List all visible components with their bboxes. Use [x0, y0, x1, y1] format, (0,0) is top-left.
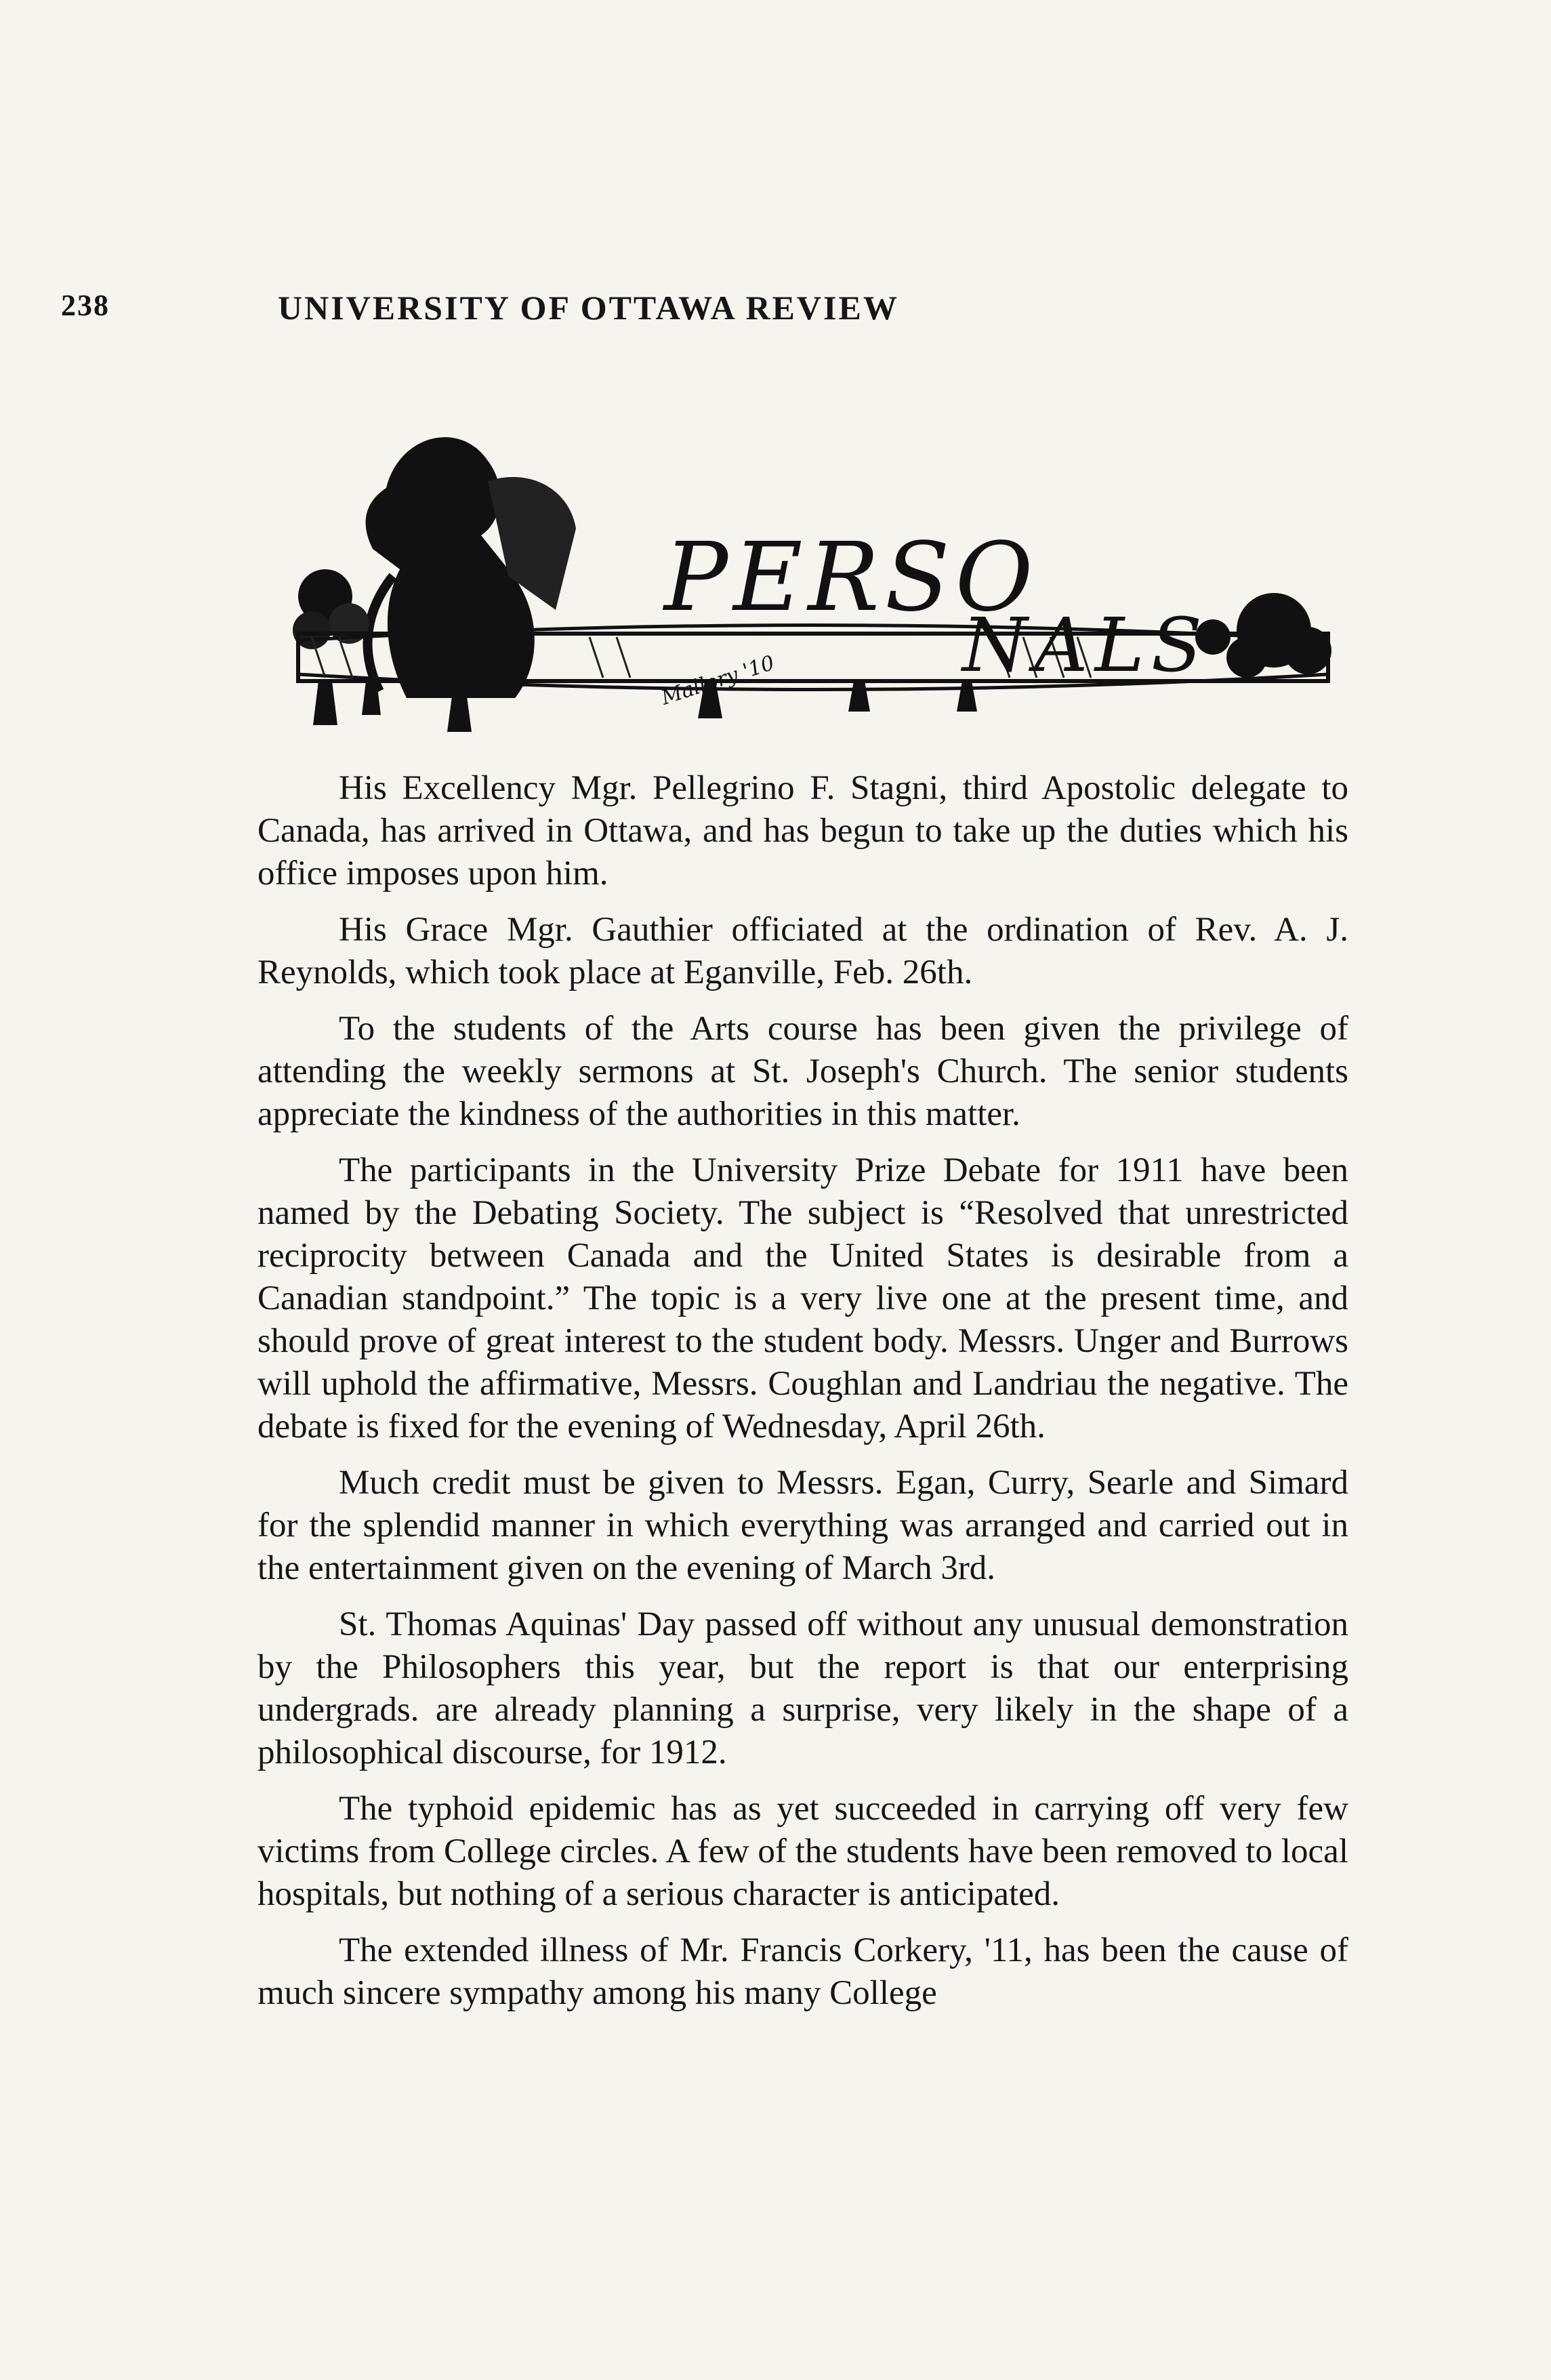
page-number: 238: [61, 289, 110, 322]
paragraph: The typhoid epidemic has as yet succeeded in carrying off very few victims from College circles. A few of the students have been removed to local hospitals, but nothing of a serious character is anticipated.: [257, 1790, 1348, 1913]
paragraph: Much credit must be given to Messrs. Egan, Curry, Searle and Simard for the splendid manner in which everything was arranged and carried out in the entertainment given on the evening of March 3rd.: [257, 1464, 1348, 1587]
svg-text:NALS: NALS: [962, 602, 1209, 689]
article-body: [257, 767, 1348, 2015]
page-header: [61, 288, 1247, 335]
running-title: UNIVERSITY OF OTTAWA REVIEW: [278, 289, 899, 327]
paragraph: St. Thomas Aquinas' Day passed off without any unusual demonstration by the Philosophers this year, but the report is that our enterprising undergrads. are already planning a surprise, very likely in the shape of a philosophical discourse, for 1912.: [257, 1605, 1348, 1771]
decorative-illustrated-heading-icon: [285, 407, 1342, 759]
paragraph: To the students of the Arts course has been given the privilege of attending the weekly sermons at St. Joseph's Church. The senior students appreciate the kindness of the authorities in this matter.: [257, 1010, 1348, 1133]
paragraph: The extended illness of Mr. Francis Corkery, '11, has been the cause of much sincere sympathy among his many College: [257, 1931, 1348, 2012]
svg-text:PERSO: PERSO: [664, 522, 1039, 633]
svg-text:Mallory '10: Mallory '10: [658, 651, 778, 710]
paragraph: His Grace Mgr. Gauthier officiated at the ordination of Rev. A. J. Reynolds, which took place at Eganville, Feb. 26th.: [257, 911, 1348, 991]
paragraph: The participants in the University Prize Debate for 1911 have been named by the Debating Society. The subject is “Resolved that unrestricted reciprocity between Canada and the United States is desirable from a Canadian standpoint.” The topic is a very live one at the present time, and should prove of great interest to the student body. Messrs. Unger and Burrows will uphold the affirmative, Messrs. Coughlan and Landriau the negative. The debate is fixed for the evening of Wednesday, April 26th.: [257, 1151, 1348, 1445]
paragraph: His Excellency Mgr. Pellegrino F. Stagni, third Apostolic delegate to Canada, has arrived in Ottawa, and has begun to take up the duties which his office imposes upon him.: [257, 769, 1348, 893]
personals-banner: [285, 407, 1342, 759]
